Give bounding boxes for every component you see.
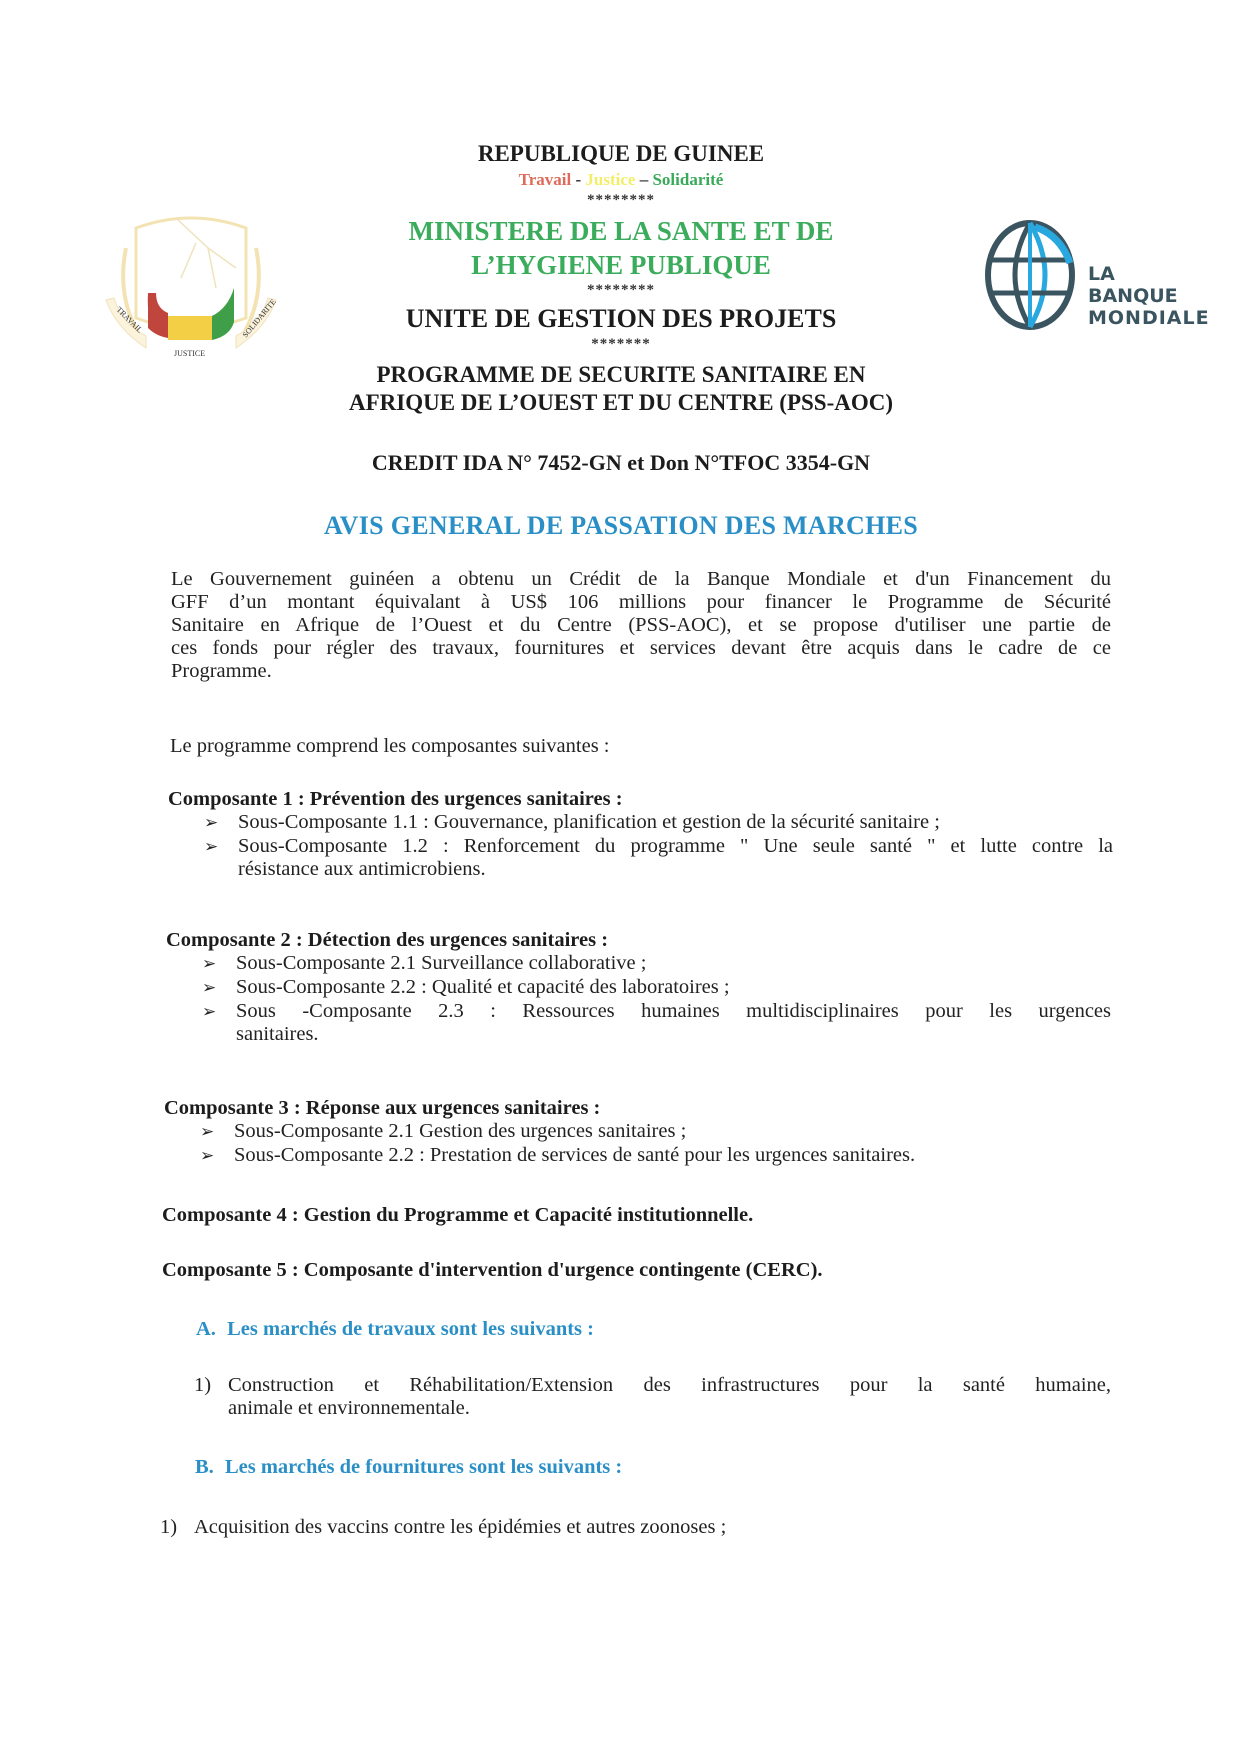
motto-justice: Justice — [585, 170, 636, 189]
program-title-line1: PROGRAMME DE SECURITE SANITAIRE EN — [376, 362, 866, 387]
emblem-center-banner: JUSTICE — [174, 349, 206, 358]
arrow-bullet-icon: ➢ — [200, 1122, 215, 1141]
section-label: A. — [196, 1318, 216, 1340]
ministry-title-line1: MINISTERE DE LA SANTE ET DE — [408, 216, 834, 246]
section-title: Les marchés de travaux sont les suivants : — [227, 1318, 594, 1340]
section-b-heading — [195, 1456, 622, 1479]
component-1 — [168, 788, 1113, 881]
world-bank-line2: MONDIALE — [1088, 307, 1210, 329]
unit-title: UNITE DE GESTION DES PROJETS — [405, 304, 837, 333]
component-title: Composante 1 : Prévention des urgences sanitaires : — [168, 788, 623, 810]
emblem-left-banner: TRAVAIL — [114, 305, 145, 335]
national-motto: Travail - Justice – Solidarité — [518, 170, 724, 189]
arrow-bullet-icon: ➢ — [202, 1002, 217, 1021]
arrow-bullet-icon: ➢ — [202, 978, 217, 997]
emblem-right-banner: SOLIDARITE — [240, 297, 278, 340]
component-4: Composante 4 : Gestion du Programme et Capacité institutionnelle. — [162, 1204, 754, 1226]
section-title: Les marchés de fournitures sont les suivants : — [224, 1456, 623, 1478]
components-intro: Le programme comprend les composantes suivantes : — [170, 735, 610, 757]
sub-component: ➢ Sous-Composante 2.2 : Qualité et capacité des laboratoires ; — [202, 976, 730, 998]
section-label: B. — [195, 1456, 214, 1478]
component-3 — [164, 1097, 1109, 1168]
sub-component: ➢ Sous -Composante 2.3 : Ressources humaines multidisciplinaires pour les urgences sanitaires. — [202, 1000, 1111, 1045]
arrow-bullet-icon: ➢ — [204, 813, 219, 832]
arrow-bullet-icon: ➢ — [200, 1146, 215, 1165]
component-2 — [166, 929, 1111, 1046]
separator-stars: ******** — [587, 192, 655, 208]
sub-component: ➢ Sous-Composante 2.1 Gestion des urgences sanitaires ; — [200, 1120, 687, 1142]
sub-component: ➢ Sous-Composante 1.2 : Renforcement du programme " Une seule santé " et lutte contre la résistance aux antimicrobiens. — [204, 835, 1113, 880]
separator-stars: ******** — [587, 282, 655, 298]
item-number: 1) — [194, 1374, 212, 1396]
world-bank-line1: LA BANQUE — [1088, 263, 1178, 307]
notice-title: AVIS GENERAL DE PASSATION DES MARCHES — [323, 511, 919, 540]
item-number: 1) — [160, 1516, 178, 1538]
component-title: Composante 2 : Détection des urgences sanitaires : — [166, 929, 609, 951]
sub-component: ➢ Sous-Composante 2.2 : Prestation de services de santé pour les urgences sanitaires. — [200, 1144, 916, 1166]
republic-title: REPUBLIQUE DE GUINEE — [477, 141, 765, 166]
works-item: 1) Construction et Réhabilitation/Extension des infrastructures pour la santé humaine, animale et environnementale. — [194, 1374, 1111, 1419]
component-title: Composante 3 : Réponse aux urgences sanitaires : — [164, 1097, 601, 1119]
program-title-line2: AFRIQUE DE L’OUEST ET DU CENTRE (PSS-AOC) — [348, 390, 893, 415]
arrow-bullet-icon: ➢ — [202, 954, 217, 973]
motto-travail: Travail — [518, 170, 572, 189]
motto-solidarite: Solidarité — [652, 170, 724, 189]
separator-stars: ******* — [591, 336, 651, 352]
intro-paragraph: Le Gouvernement guinéen a obtenu un Crédit de la Banque Mondiale et d'un Financement du GFF d’un montant équivalant à US$ 106 millions pour financer le Programme de Sécurité Sanitaire en Afrique de l’Ouest et du Centre (PSS-AOC), et se propose d'utiliser une partie de ces fonds pour régler des travaux, fournitures et services devant être acquis dans le cadre de ce Programme. — [171, 568, 1111, 682]
sub-component: ➢ Sous-Composante 2.1 Surveillance collaborative ; — [202, 952, 647, 974]
section-a-heading — [196, 1318, 594, 1341]
ministry-title-line2: L’HYGIENE PUBLIQUE — [471, 250, 771, 280]
sub-component: ➢ Sous-Composante 1.1 : Gouvernance, planification et gestion de la sécurité sanitaire ; — [204, 811, 940, 833]
component-5: Composante 5 : Composante d'intervention d'urgence contingente (CERC). — [162, 1259, 823, 1281]
supplies-item: 1) Acquisition des vaccins contre les épidémies et autres zoonoses ; — [160, 1516, 727, 1538]
arrow-bullet-icon: ➢ — [204, 837, 219, 856]
credit-reference: CREDIT IDA N° 7452-GN et Don N°TFOC 3354-GN — [371, 450, 871, 475]
